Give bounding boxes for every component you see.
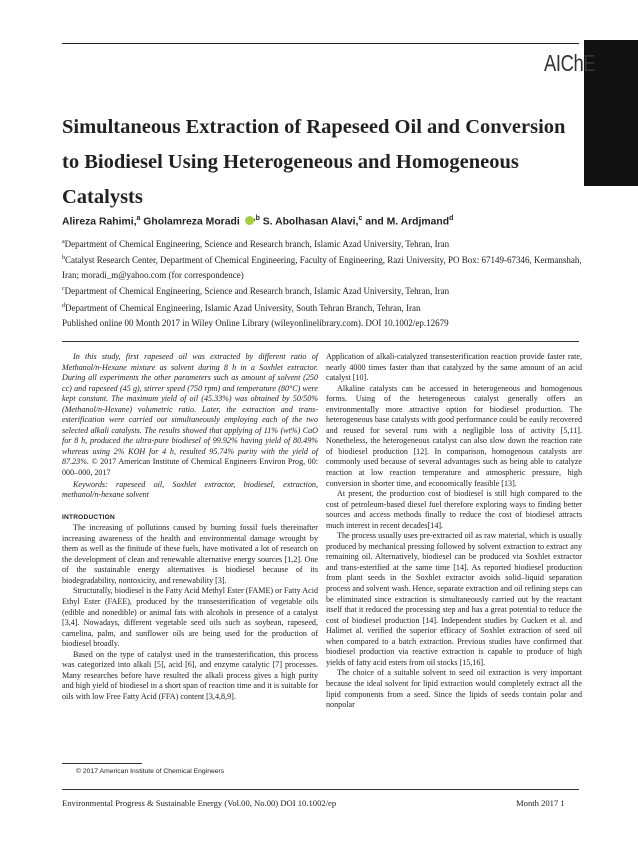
affiliation-c: $^c$Department of Chemical Engineering, Science and Research branch, Islamic Azad University, Tehran, Iran	[62, 286, 450, 297]
author-list	[62, 215, 582, 227]
affiliation-a: $^a$Department of Chemical Engineering, Science and Research branch, Islamic Azad University, Tehran, Iran	[62, 239, 450, 249]
keywords: Keywords: rapeseed oil, Soxhlet extractor, biodiesel, extraction, methanol/n-hexane solvent	[62, 479, 318, 500]
footnote-rule	[62, 763, 142, 764]
affiliation-b: $^b$Catalyst Research Center, Department of Chemical Engineering, Faculty of Engineering, Razi University, PO Box: 67149-67346, Kermanshah, Iran; moradi_m@yahoo.com (for correspondence)	[62, 255, 582, 280]
paragraph: The choice of a suitable solvent to seed oil extraction is very important because the ideal solvent for lipid extraction would completely extract all the lipid components from a seed. Since the lipids of seeds contain polar and nonpolar	[326, 668, 582, 710]
left-column	[62, 352, 318, 703]
publication-line: Published online 00 Month 2017 in Wiley Online Library (wileyonlinelibrary.com). DOI 10.1002/ep.12679	[62, 318, 449, 328]
abstract: In this study, first rapeseed oil was extracted by different ratio of Methanol/n-Hexane mixture as solvent during 8 h in a Soxhlet extractor. During all experiments the other parameters such as amount of solvent (250 cc) and rapeseed (45 g), stirrer speed (750 rpm) and temperature (80°C) were kept constant. The maximum yield of oil (45.33%) was obtained by 50/50% (Methanol/n-Hexane) volumetric ratio. Later, the extraction and trans-esterification were carried out simultaneously employing each of the two selected alkali catalysts. The results showed that applying of 11% (wt%) CaO for 8 h, produced the ultra-pure biodiesel of 99.92% having yield of 80.49% whereas using 2% KOH for 4 h, resulted 95.74% purity with the yield of 87.23%. © 2017 American Institute of Chemical Engineers Environ Prog, 00: 000–000, 2017	[62, 352, 318, 478]
paragraph: Application of alkali-catalyzed transesterification reaction provide faster rate, nearly 4000 times faster than that catalyzed by the same amount of an acid catalyst [10].	[326, 352, 582, 383]
footnote-copyright: © 2017 American Institute of Chemical Engineers	[76, 768, 225, 775]
divider	[62, 341, 579, 342]
abstract-copyright: © 2017 American Institute of Chemical Engineers Environ Prog, 00: 000–000, 2017	[62, 457, 318, 478]
right-column	[326, 352, 582, 711]
section-heading: INTRODUCTION	[62, 513, 115, 521]
author-sup: d	[449, 215, 454, 222]
author-name: Alireza Rahimi,	[62, 216, 137, 228]
author-name: S. Abolhasan Alavi,	[262, 216, 359, 228]
author-sup: c	[358, 215, 363, 222]
footer-journal: Environmental Progress & Sustainable Energy (Vol.00, No.00) DOI 10.1002/ep	[62, 798, 337, 808]
author-sup: a	[136, 215, 141, 222]
footer-rule	[62, 789, 579, 790]
paragraph: Alkaline catalysts can be accessed in heterogeneous and homogenous forms. Using of the heterogeneous catalyst generally offers an environmentally more attractive option for biodiesel production. The heterogeneous base catalysts with good performance could be easily recovered and reused for several runs with a negligible loss of activity [5,11]. Nonetheless, the heterogeneous catalyst can also slow down the reaction rate of biodiesel production [12]. In comparison, homogenous catalysts are commonly used because of several advantages such as being able to catalyze reaction at low reaction temperature and atmospheric pressure, high conversion in shorter time, and economically feasible [13].	[326, 383, 582, 488]
author-name: and M. Ardjmand	[365, 216, 450, 228]
author-sup: ,b	[253, 215, 260, 222]
paragraph: The process usually uses pre-extracted oil as raw material, which is usually produced by mechanical pressing followed by solvent extraction to extract any remaining oil. Alternatively, biodiesel can be produced via Soxhlet extractor and trans-esterified at the same time [14]. As reported biodiesel production from plant seeds in the Soxhlet extractor avoids solid–liquid separation process and solvent wash. Hence, separate extraction and oil refining steps can be eliminated since extraction is simultaneously carried out by the reactant itself that it reduced the processing step and has a great potential to reduce the cost of biodiesel production [14]. Independent studies by Guckert et al. and Halimet al. verified the superior efficacy of Soxhlet extraction of seed oil when compared to a batch extraction. Previous studies have confirmed that biodiesel production via reactive extraction is capable to produce of high yields of fatty acid esters from oil stocks [15,16].	[326, 531, 582, 667]
affiliations	[62, 235, 582, 315]
top-rule	[62, 43, 579, 44]
paragraph: The increasing of pollutions caused by burning fossil fuels thereinafter increasing awareness of the health and environmental damage wrought by them as well as the finitude of these fuels, have motivated a lot of research on the development of clean and renewable alternative energy sources [1,2]. One of the sustainable energy alternatives is biodiesel because of its biodegradability, nontoxicity, and renewability [3].	[62, 523, 318, 585]
article-title: Simultaneous Extraction of Rapeseed Oil and Conversion to Biodiesel Using Heterogeneous and Homogeneous Catalysts	[62, 116, 566, 208]
paragraph: At present, the production cost of biodiesel is still high compared to the cost of petroleum-based diesel fuel therefore exploring ways to finding better sources and access methods finally to reduce the cost of biodiesel attracts much interest in recent decades[14].	[326, 489, 582, 530]
paragraph: Based on the type of catalyst used in the transesterification, this process was categorized into alkali [5], acid [6], and enzyme catalytic [7] processes. Many researches before have resulted the alkali process gives a high purity and high yield of biodiesel in a short span of reaction time and it is suitable for oils with low Free Fatty Acid (FFA) content [3,4,8,9].	[62, 649, 318, 701]
footer-page: Month 2017 1	[516, 798, 565, 808]
affiliation-d: $^d$Department of Chemical Engineering, Islamic Azad University, South Tehran Branch, Tehran, Iran	[62, 302, 421, 313]
author-name: Gholamreza Moradi	[143, 216, 240, 228]
orcid-icon[interactable]	[245, 216, 254, 225]
aiche-logo: AIChE	[544, 50, 596, 76]
paragraph: Structurally, biodiesel is the Fatty Acid Methyl Ester (FAME) or Fatty Acid Ethyl Ester (FAEE), produced by the transesterification of vegetable oils (edible and nonedible) or animal fats with alcohols in presence of a catalyst [3,4]. Nowadays, different vegetable seed oils such as soybean, rapeseed, camelina, palm, and sunflower oils are being used for the production of biodiesel broadly.	[62, 586, 318, 649]
